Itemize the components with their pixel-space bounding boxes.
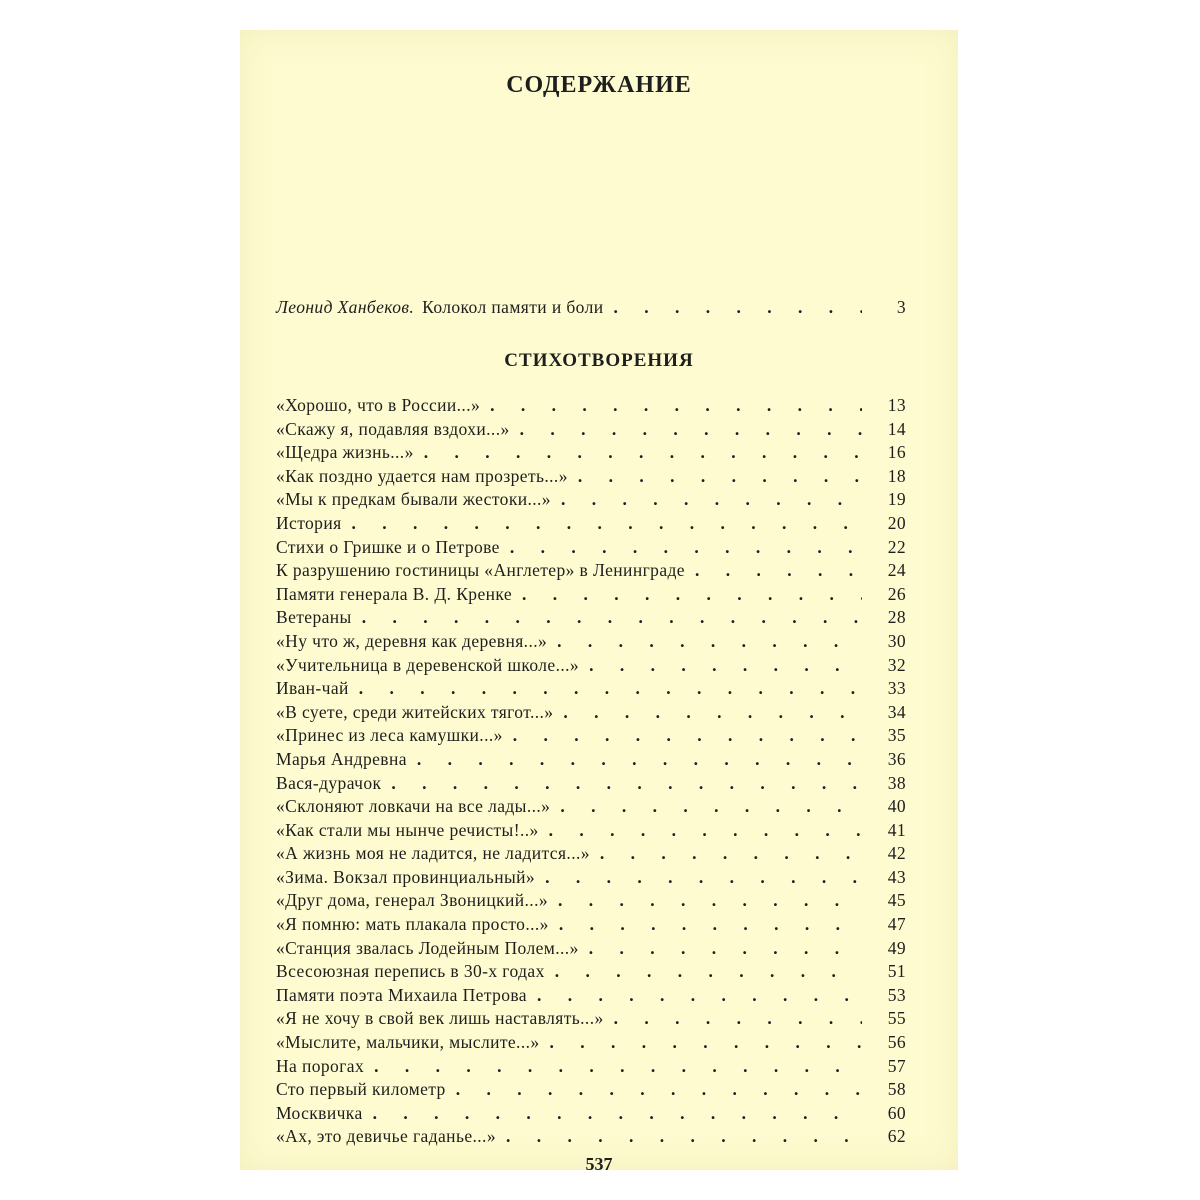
dot-leader bbox=[559, 914, 862, 935]
toc-entry bbox=[276, 419, 906, 443]
toc-entry-page-number: 34 bbox=[887, 701, 906, 722]
toc-entry-title: «Скажу я, подавляя вздохи...» bbox=[276, 418, 510, 439]
toc-entry-title: Всесоюзная перепись в 30-х годах bbox=[276, 961, 545, 982]
toc-entry bbox=[276, 442, 906, 466]
dot-leader bbox=[600, 843, 862, 864]
toc-entry bbox=[276, 1056, 906, 1080]
toc-entry bbox=[276, 725, 906, 749]
dot-leader bbox=[456, 1079, 862, 1100]
toc-entry-page-number: 22 bbox=[887, 536, 906, 557]
toc-entry-page-number: 49 bbox=[887, 937, 906, 958]
toc-entry bbox=[276, 985, 906, 1009]
toc-entry bbox=[276, 607, 906, 631]
dot-leader bbox=[550, 1032, 862, 1053]
dot-leader bbox=[359, 678, 862, 699]
toc-entry bbox=[276, 867, 906, 891]
dot-leader bbox=[352, 513, 862, 534]
dot-leader bbox=[545, 867, 862, 888]
toc-entry bbox=[276, 395, 906, 419]
dot-leader bbox=[563, 702, 862, 723]
dot-leader bbox=[362, 607, 862, 628]
toc-entry-page-number: 53 bbox=[887, 984, 906, 1005]
intro-title: Колокол памяти и боли bbox=[422, 297, 604, 317]
toc-entry-page-number: 55 bbox=[887, 1008, 906, 1029]
intro-page-number: 3 bbox=[896, 297, 906, 317]
toc-entry-title: Памяти генерала В. Д. Кренке bbox=[276, 583, 513, 604]
toc-entry bbox=[276, 489, 906, 513]
toc-entry-title: «Я не хочу в свой век лишь наставлять...» bbox=[276, 1008, 604, 1029]
toc-entry-title: К разрушению гостиницы «Англетер» в Ленинграде bbox=[276, 560, 685, 581]
dot-leader bbox=[695, 560, 862, 581]
dot-leader bbox=[561, 489, 862, 510]
toc-entry-page-number: 33 bbox=[887, 678, 906, 699]
toc-entry bbox=[276, 773, 906, 797]
toc-entry-title: На порогах bbox=[276, 1055, 365, 1076]
intro-author: Леонид Ханбеков. bbox=[276, 297, 415, 317]
toc-entry-title: «В суете, среди житейских тягот...» bbox=[276, 701, 554, 722]
toc-entry-title: «Мыслите, мальчики, мыслите...» bbox=[276, 1032, 540, 1053]
toc-entry bbox=[276, 820, 906, 844]
dot-leader bbox=[578, 466, 862, 487]
dot-leader bbox=[510, 537, 862, 558]
toc-entry-page-number: 24 bbox=[887, 560, 906, 581]
toc-entry-page-number: 45 bbox=[887, 890, 906, 911]
toc-entry bbox=[276, 1032, 906, 1056]
toc-entry-title: «Друг дома, генерал Звоницкий...» bbox=[276, 890, 548, 911]
toc-entry-title: «А жизнь моя не ладится, не ладится...» bbox=[276, 843, 590, 864]
toc-entry-title: «Принес из леса камушки...» bbox=[276, 725, 503, 746]
toc-entry-page-number: 42 bbox=[887, 843, 906, 864]
book-page bbox=[240, 30, 958, 1174]
toc-entry-page-number: 14 bbox=[887, 418, 906, 439]
toc-entry bbox=[276, 749, 906, 773]
dot-leader bbox=[506, 1126, 862, 1147]
toc-entry-title: Вася-дурачок bbox=[276, 772, 382, 793]
toc-entry-title: «Ну что ж, деревня как деревня...» bbox=[276, 630, 548, 651]
toc-entry bbox=[276, 796, 906, 820]
toc-entry-page-number: 13 bbox=[887, 395, 906, 415]
toc-entry-title: Памяти поэта Михаила Петрова bbox=[276, 984, 527, 1005]
toc-entry bbox=[276, 466, 906, 490]
toc-entry-page-number: 26 bbox=[887, 583, 906, 604]
dot-leader bbox=[391, 773, 862, 794]
toc-entry bbox=[276, 584, 906, 608]
dot-leader bbox=[373, 1103, 862, 1124]
toc-entry-title: «Зима. Вокзал провинциальный» bbox=[276, 866, 536, 887]
toc-entry-title: Иван-чай bbox=[276, 678, 349, 699]
dot-leader bbox=[589, 655, 862, 676]
toc-entry bbox=[276, 1079, 906, 1103]
toc-entry-title: Ветераны bbox=[276, 607, 352, 628]
toc-entry bbox=[276, 702, 906, 726]
page-number: 537 bbox=[585, 1154, 613, 1174]
toc-entry-page-number: 60 bbox=[887, 1102, 906, 1123]
toc-entry-title: «Как поздно удается нам прозреть...» bbox=[276, 465, 568, 486]
dot-leader bbox=[417, 749, 862, 770]
dot-leader bbox=[374, 1056, 862, 1077]
toc-entry bbox=[276, 678, 906, 702]
toc-entry-title: «Щедра жизнь...» bbox=[276, 442, 414, 463]
toc-entry-page-number: 56 bbox=[887, 1032, 906, 1053]
toc-entry bbox=[276, 631, 906, 655]
dot-leader bbox=[522, 584, 862, 605]
toc-entry-page-number: 41 bbox=[887, 819, 906, 840]
toc-entry-title: «Ах, это девичье гаданье...» bbox=[276, 1126, 496, 1147]
toc-entry-page-number: 19 bbox=[887, 489, 906, 510]
toc-entry bbox=[276, 843, 906, 867]
dot-leader bbox=[520, 419, 862, 440]
toc-entry bbox=[276, 560, 906, 584]
toc-entry bbox=[276, 1126, 906, 1150]
dot-leader bbox=[589, 938, 862, 959]
toc-entry-page-number: 35 bbox=[887, 725, 906, 746]
toc-entry-page-number: 32 bbox=[887, 654, 906, 675]
toc-entry bbox=[276, 655, 906, 679]
toc-entry-title: «Мы к предкам бывали жестоки...» bbox=[276, 489, 551, 510]
dot-leader bbox=[558, 890, 862, 911]
toc-entry bbox=[276, 1103, 906, 1127]
dot-leader bbox=[555, 961, 862, 982]
toc-entry-page-number: 57 bbox=[887, 1055, 906, 1076]
dot-leader bbox=[424, 442, 862, 463]
toc-entry bbox=[276, 890, 906, 914]
toc-entry-title: Марья Андревна bbox=[276, 748, 407, 769]
toc-entry-page-number: 58 bbox=[887, 1079, 906, 1100]
dot-leader bbox=[557, 631, 862, 652]
toc-entry-title: Стихи о Гришке и о Петрове bbox=[276, 536, 500, 557]
toc-entry-title: История bbox=[276, 512, 342, 533]
toc-entry bbox=[276, 513, 906, 537]
toc-entry-page-number: 51 bbox=[887, 961, 906, 982]
dot-leader bbox=[614, 1008, 862, 1029]
section-title: СТИХОТВОРЕНИЯ bbox=[504, 350, 694, 371]
toc-list bbox=[276, 395, 906, 1150]
toc-entry-page-number: 30 bbox=[887, 630, 906, 651]
toc-entry-page-number: 62 bbox=[887, 1126, 906, 1147]
toc-entry-title: Сто первый километр bbox=[276, 1079, 446, 1100]
dot-leader bbox=[560, 796, 862, 817]
dot-leader bbox=[490, 395, 862, 416]
toc-entry-page-number: 38 bbox=[887, 772, 906, 793]
toc-entry-title: Москвичка bbox=[276, 1102, 363, 1123]
dot-leader bbox=[513, 725, 862, 746]
toc-entry-page-number: 36 bbox=[887, 748, 906, 769]
toc-entry-page-number: 40 bbox=[887, 796, 906, 817]
toc-entry-title: «Хорошо, что в России...» bbox=[276, 395, 481, 415]
toc-entry-title: «Учительница в деревенской школе...» bbox=[276, 654, 580, 675]
toc-entry bbox=[276, 537, 906, 561]
dot-leader bbox=[549, 820, 862, 841]
page-title: СОДЕРЖАНИЕ bbox=[506, 72, 692, 98]
toc-entry-page-number: 43 bbox=[887, 866, 906, 887]
toc-entry-page-number: 47 bbox=[887, 914, 906, 935]
toc-entry-title: «Я помню: мать плакала просто...» bbox=[276, 914, 549, 935]
intro-entry bbox=[276, 297, 906, 323]
toc-entry-page-number: 18 bbox=[887, 465, 906, 486]
toc-entry-page-number: 20 bbox=[887, 512, 906, 533]
toc-entry bbox=[276, 961, 906, 985]
dot-leader bbox=[537, 985, 862, 1006]
toc-entry bbox=[276, 914, 906, 938]
toc-entry-title: «Станция звалась Лодейным Полем...» bbox=[276, 937, 579, 958]
toc-entry-page-number: 28 bbox=[887, 607, 906, 628]
toc-entry-page-number: 16 bbox=[887, 442, 906, 463]
toc-entry-title: «Как стали мы нынче речисты!..» bbox=[276, 819, 539, 840]
toc-entry bbox=[276, 938, 906, 962]
toc-entry-title: «Склоняют ловкачи на все лады...» bbox=[276, 796, 551, 817]
toc-entry bbox=[276, 1008, 906, 1032]
dot-leader bbox=[614, 297, 863, 318]
